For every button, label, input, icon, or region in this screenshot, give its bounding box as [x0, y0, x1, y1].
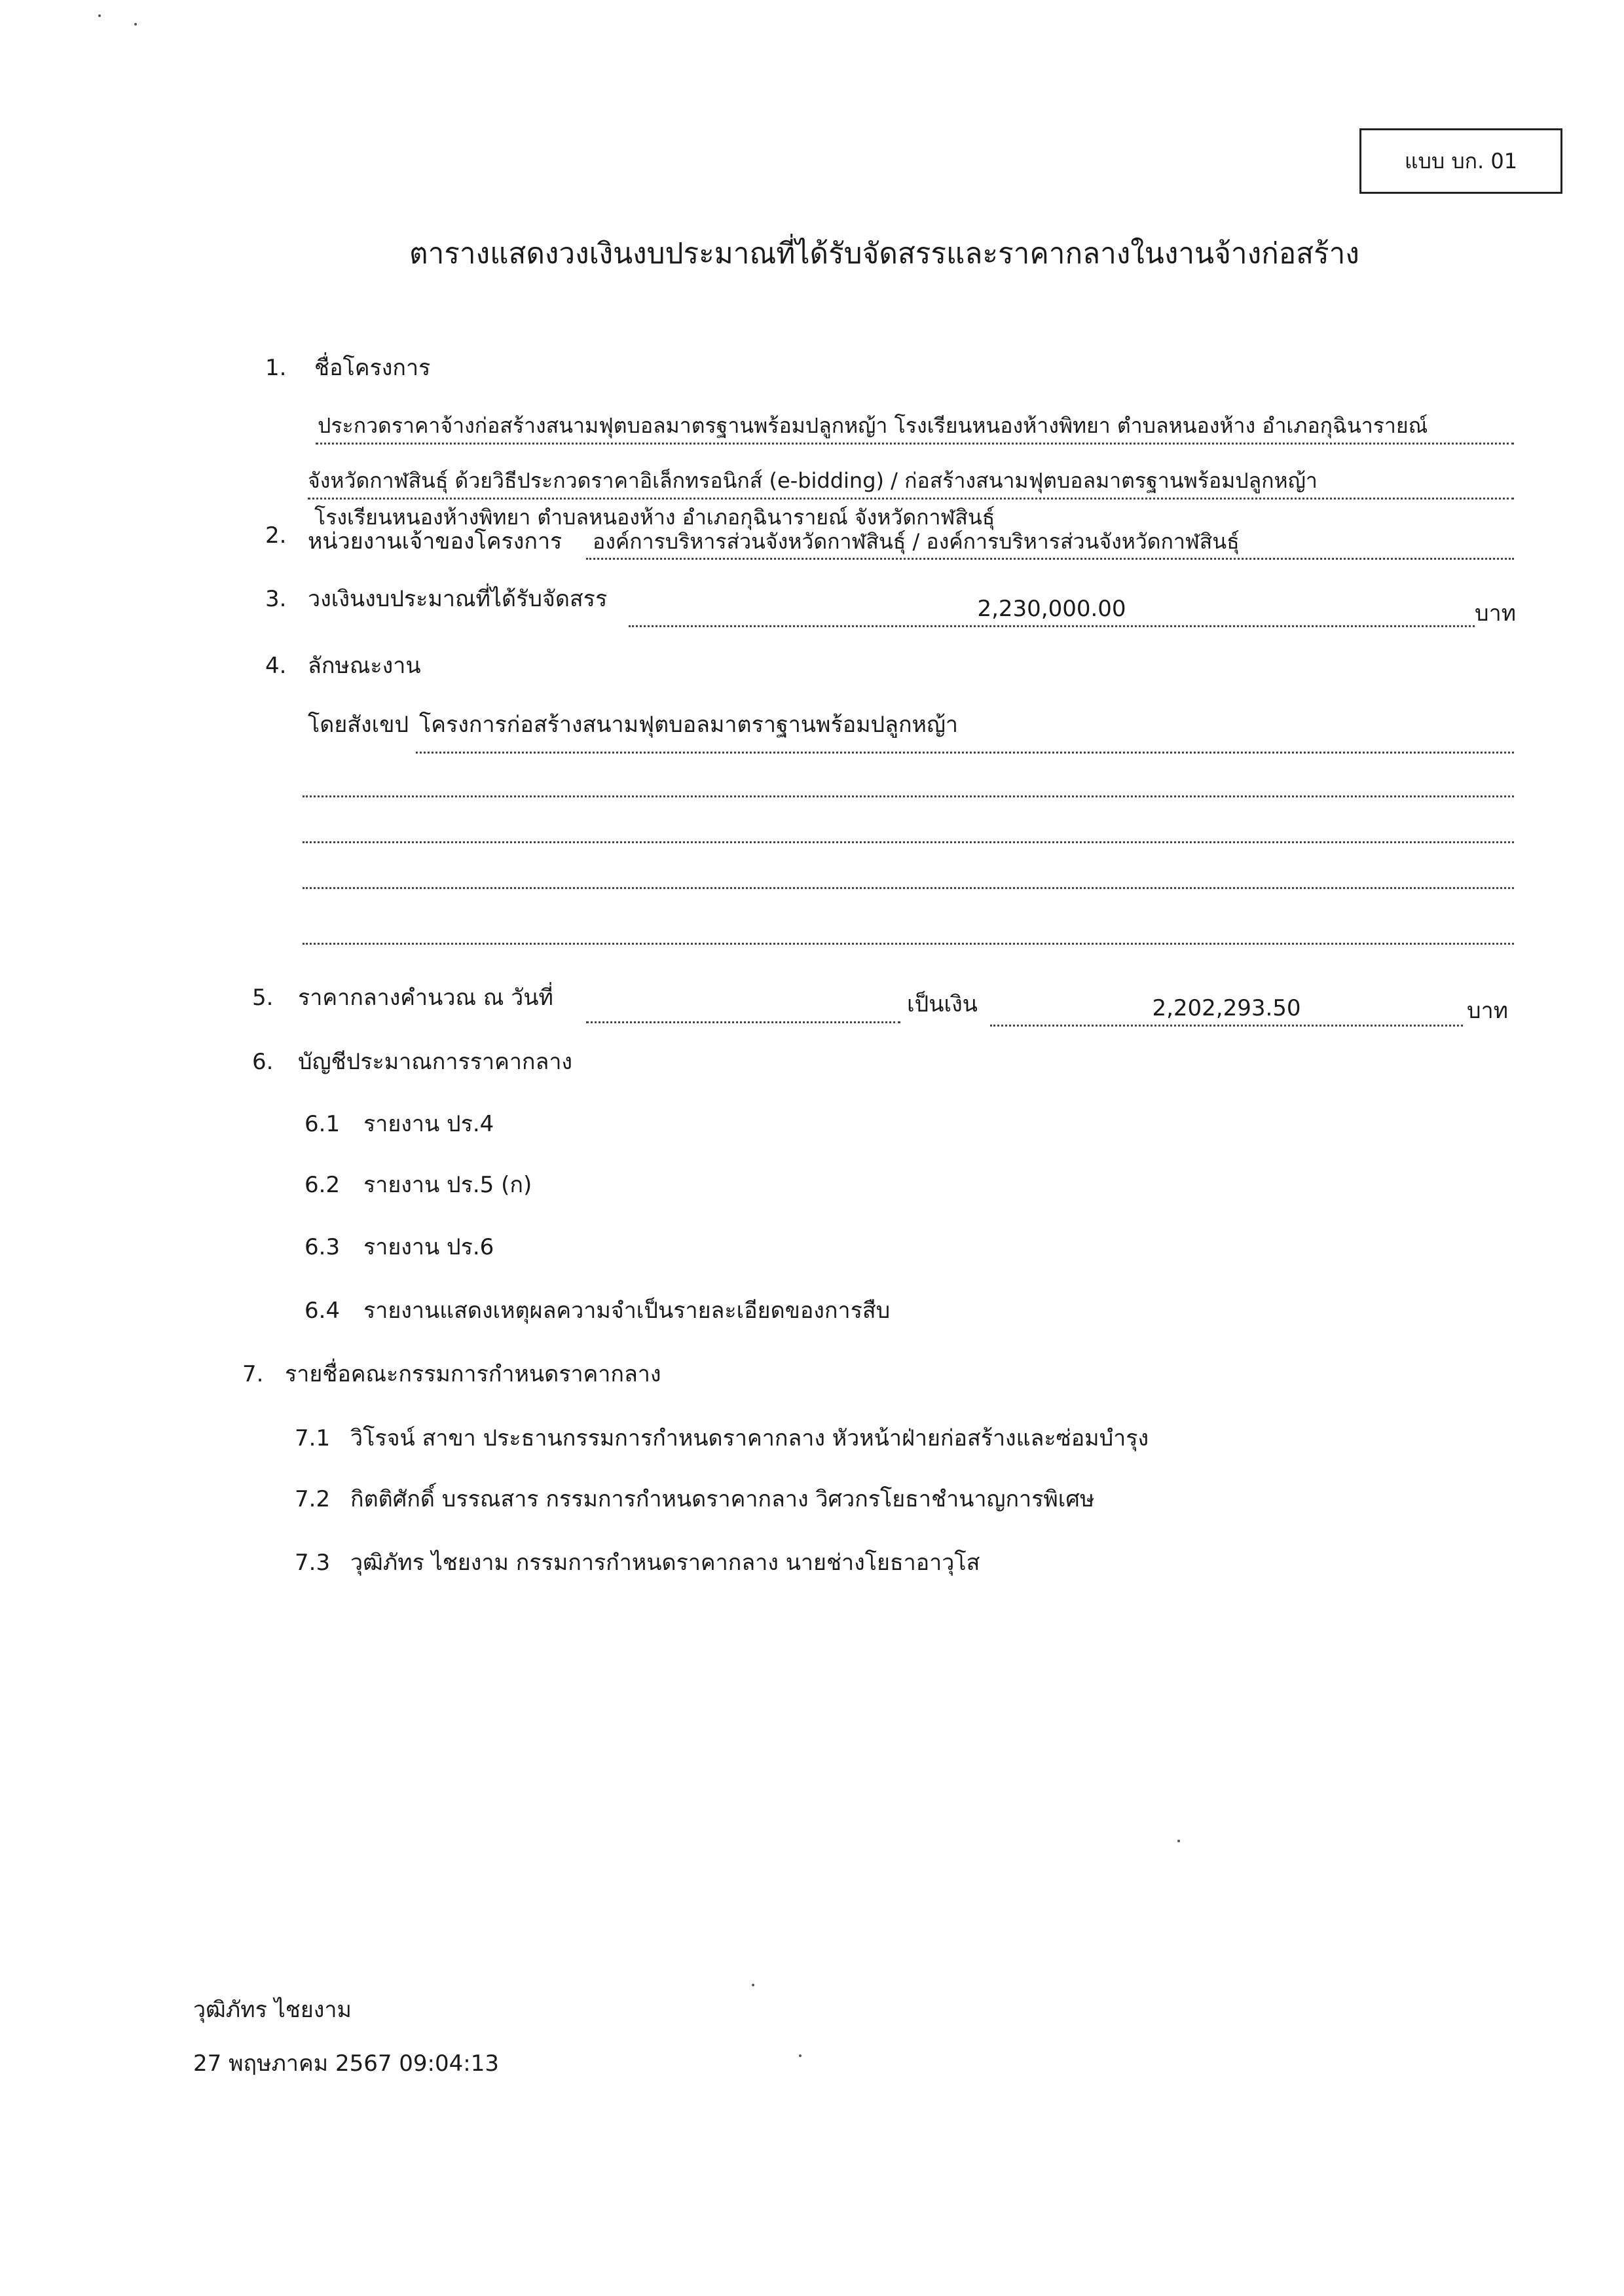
form-code-box: [1359, 128, 1562, 194]
section-7-item-text: กิตติศักดิ์ บรรณสาร กรรมการกำหนดราคากลาง วิศวกรโยธาชำนาญการพิเศษ: [350, 1486, 1095, 1512]
section-6-item-text: รายงานแสดงเหตุผลความจำเป็นรายละเอียดของการสืบ: [363, 1298, 891, 1324]
scan-speck: [134, 23, 137, 26]
section-4-dots-4: [303, 887, 1514, 889]
section-6-item-text: รายงาน ปร.6: [363, 1234, 494, 1260]
section-4-label: ลักษณะงาน: [308, 653, 421, 679]
section-7-item-text: วุฒิภัทร ไชยงาม กรรมการกำหนดราคากลาง นายช่างโยธาอาวุโส: [350, 1550, 980, 1576]
section-7-item-number: 7.1: [295, 1425, 331, 1451]
section-5-number: 5.: [252, 985, 274, 1011]
section-7-label: รายชื่อคณะกรรมการกำหนดราคากลาง: [285, 1361, 661, 1387]
section-2-dots: [586, 558, 1514, 560]
section-4-number: 4.: [265, 653, 287, 679]
section-5-label: ราคากลางคำนวณ ณ วันที่: [298, 985, 553, 1011]
section-4-dots-2: [303, 795, 1514, 797]
section-6-item-text: รายงาน ปร.5 (ก): [363, 1172, 532, 1198]
scan-speck: [752, 1984, 754, 1986]
section-6-number: 6.: [252, 1049, 274, 1075]
section-2-label: หน่วยงานเจ้าของโครงการ: [308, 528, 563, 555]
section-2-value: องค์การบริหารส่วนจังหวัดกาฬสินธุ์ / องค์การบริหารส่วนจังหวัดกาฬสินธุ์: [593, 529, 1240, 554]
section-1-label: ชื่อโครงการ: [314, 355, 431, 381]
scan-speck: [799, 2054, 802, 2057]
scan-speck: [1177, 1840, 1180, 1842]
section-4-dots-5: [303, 943, 1514, 945]
section-5-amount-dots: [990, 1025, 1463, 1027]
section-6-item-number: 6.1: [304, 1111, 341, 1137]
section-4-summary-label: โดยสังเขป: [308, 712, 409, 738]
section-5-date-dots: [586, 1021, 900, 1023]
section-3-value: 2,230,000.00: [977, 596, 1126, 622]
section-3-label: วงเงินงบประมาณที่ได้รับจัดสรร: [308, 586, 608, 612]
section-6-item-number: 6.4: [304, 1298, 341, 1324]
section-3-dots: [629, 625, 1475, 627]
section-5-amount-label: เป็นเงิน: [907, 991, 978, 1017]
section-1-line-1: ประกวดราคาจ้างก่อสร้างสนามฟุตบอลมาตรฐานพร้อมปลูกหญ้า โรงเรียนหนองห้างพิทยา ตำบลหนองห้าง อำเภอกุฉินารายณ์: [318, 413, 1428, 438]
section-1-line-2: จังหวัดกาฬสินธุ์ ด้วยวิธีประกวดราคาอิเล็กทรอนิกส์ (e-bidding) / ก่อสร้างสนามฟุตบอลมาตรฐานพร้อมปลูกหญ้า: [308, 468, 1318, 493]
section-1-line-1-dots: [316, 443, 1514, 445]
section-6-item-text: รายงาน ปร.4: [363, 1111, 494, 1137]
footer-timestamp: 27 พฤษภาคม 2567 09:04:13: [193, 2050, 499, 2077]
footer-signer: วุฒิภัทร ไชยงาม: [193, 1997, 352, 2023]
section-6-item-number: 6.3: [304, 1234, 341, 1260]
section-7-item-number: 7.3: [295, 1550, 331, 1576]
section-6-label: บัญชีประมาณการราคากลาง: [298, 1049, 573, 1075]
section-1-line-3: โรงเรียนหนองห้างพิทยา ตำบลหนองห้าง อำเภอกุฉินารายณ์ จังหวัดกาฬสินธุ์: [314, 505, 995, 530]
section-3-number: 3.: [265, 586, 287, 612]
section-4-dots-1: [416, 752, 1514, 754]
section-2-number: 2.: [265, 522, 287, 549]
section-4-dots-3: [303, 841, 1514, 843]
form-code: แบบ บก. 01: [1404, 149, 1518, 173]
section-1-line-2-dots: [308, 498, 1514, 500]
section-3-unit: บาท: [1475, 600, 1517, 627]
scan-speck: [98, 14, 101, 17]
section-7-number: 7.: [242, 1361, 264, 1387]
section-1-number: 1.: [265, 355, 287, 381]
section-7-item-text: วิโรจน์ สาขา ประธานกรรมการกำหนดราคากลาง หัวหน้าฝ่ายก่อสร้างและซ่อมบำรุง: [350, 1425, 1149, 1451]
section-7-item-number: 7.2: [295, 1486, 331, 1512]
section-4-summary-value: โครงการก่อสร้างสนามฟุตบอลมาตราฐานพร้อมปลูกหญ้า: [419, 712, 959, 738]
section-5-unit: บาท: [1467, 998, 1509, 1024]
section-6-item-number: 6.2: [304, 1172, 341, 1198]
page-title: ตารางแสดงวงเงินงบประมาณที่ได้รับจัดสรรและราคากลางในงานจ้างก่อสร้าง: [409, 237, 1359, 270]
section-5-amount-value: 2,202,293.50: [1152, 995, 1301, 1021]
